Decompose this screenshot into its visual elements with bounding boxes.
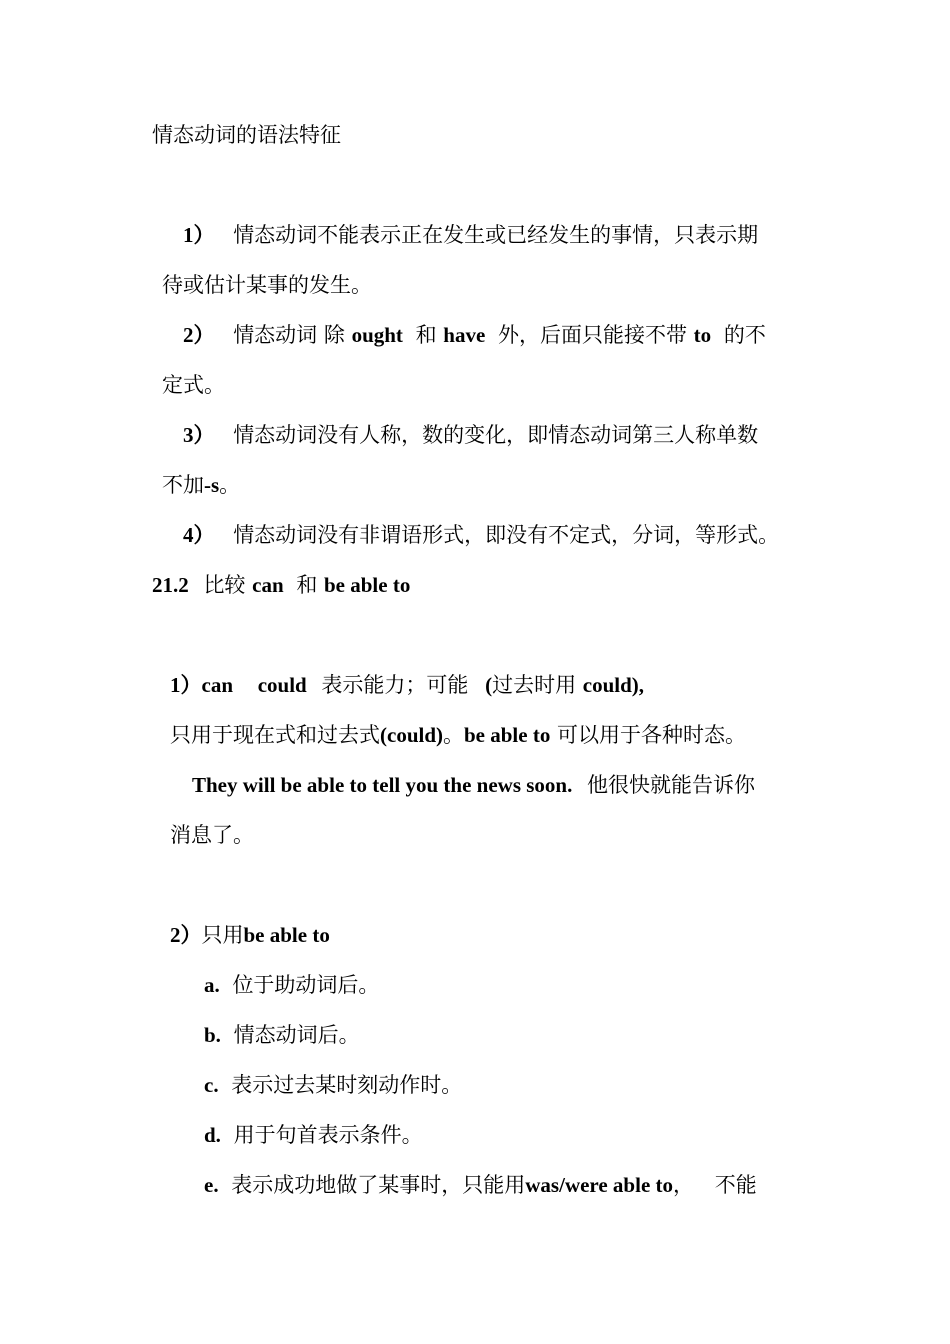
point-2-item-e-comma: ， xyxy=(673,1173,695,1197)
point-1-line2-c: 。 xyxy=(443,723,464,747)
section-heading xyxy=(152,572,410,598)
feature-2-line-1 xyxy=(183,322,766,348)
feature-1-text-cont: 待或估计某事的发生。 xyxy=(162,273,372,297)
point-1-line-2 xyxy=(170,722,746,748)
point-1-line2-a: 只用于现在式和过去式 xyxy=(170,723,380,747)
doc-title xyxy=(152,122,341,148)
point-1-line2-b: (could) xyxy=(380,723,443,747)
section-text-c: 和 xyxy=(296,573,318,597)
point-1-could: could xyxy=(257,673,307,697)
feature-1-number: 1） xyxy=(183,223,215,247)
point-1-example-line-1 xyxy=(192,772,755,798)
point-2-item-e-text-a: 表示成功地做了某事时，只能用 xyxy=(231,1173,526,1197)
point-2-item-e-text-d: 不能 xyxy=(714,1173,757,1197)
point-1-example-en: They will be able to tell you the news soon. xyxy=(192,773,573,797)
feature-1-line-1 xyxy=(183,222,758,248)
point-1-line2-d: be able to xyxy=(464,723,551,747)
point-2-item-c-text: 表示过去某时刻动作时。 xyxy=(231,1073,463,1097)
point-2-number: 2） xyxy=(170,923,202,947)
point-2-item-c xyxy=(204,1072,462,1098)
feature-2-to: to xyxy=(693,323,712,347)
point-2-item-e xyxy=(204,1172,757,1198)
feature-2-text-c: 和 xyxy=(415,323,437,347)
point-1-example-zh-cont: 消息了。 xyxy=(170,823,254,847)
feature-3-text: 情态动词没有人称，数的变化，即情态动词第三人称单数 xyxy=(233,423,759,447)
feature-2-have: have xyxy=(443,323,486,347)
point-1-past: 过去时用 xyxy=(492,673,577,697)
point-1-example-zh: 他很快就能告诉你 xyxy=(587,773,756,797)
point-2-text-a: 只用 xyxy=(201,923,244,947)
section-text-a: 比较 xyxy=(203,573,246,597)
section-be-able-to: be able to xyxy=(324,573,411,597)
feature-4-text: 情态动词没有非谓语形式，即没有不定式，分词，等形式。 xyxy=(233,523,780,547)
point-2-item-e-was-were: was/were able to xyxy=(525,1173,674,1197)
doc-title-text: 情态动词的语法特征 xyxy=(152,123,341,147)
point-2-heading xyxy=(170,922,330,948)
point-2-item-c-label: c. xyxy=(204,1073,219,1097)
feature-1-text: 情态动词不能表示正在发生或已经发生的事情，只表示期 xyxy=(233,223,759,247)
section-can: can xyxy=(252,573,284,597)
feature-3-line-1 xyxy=(183,422,758,448)
feature-3-text-c: 。 xyxy=(219,473,241,497)
feature-2-text-g: 的不 xyxy=(723,323,766,347)
point-2-item-b-text: 情态动词后。 xyxy=(233,1023,360,1047)
feature-3-line-2 xyxy=(162,472,240,498)
point-2-item-a-text: 位于助动词后。 xyxy=(232,973,380,997)
point-1-line-1 xyxy=(170,672,644,698)
point-1-paren: ( xyxy=(485,673,493,697)
feature-2-text-a: 情态动词 除 xyxy=(233,323,345,347)
feature-3-number: 3） xyxy=(183,423,215,447)
point-1-line2-e: 可以用于各种时态。 xyxy=(557,723,747,747)
section-number: 21.2 xyxy=(152,573,189,597)
point-2-item-d-text: 用于句首表示条件。 xyxy=(233,1123,423,1147)
point-1-can: can xyxy=(201,673,233,697)
feature-2-text-cont: 定式。 xyxy=(162,373,225,397)
feature-2-text-e: 外，后面只能接不带 xyxy=(497,323,687,347)
feature-4-line-1 xyxy=(183,522,779,548)
point-1-example-line-2 xyxy=(170,822,254,848)
point-2-item-d-label: d. xyxy=(204,1123,221,1147)
point-1-meaning: 表示能力；可能 xyxy=(321,673,469,697)
point-2-be-able-to: be able to xyxy=(243,923,330,947)
point-2-item-a-label: a. xyxy=(204,973,220,997)
point-1-number: 1） xyxy=(170,673,202,697)
feature-3-text-a: 不加 xyxy=(162,473,204,497)
feature-2-ought: ought xyxy=(351,323,403,347)
feature-2-number: 2） xyxy=(183,323,215,347)
point-2-item-a xyxy=(204,972,379,998)
point-2-item-e-label: e. xyxy=(204,1173,219,1197)
point-2-item-b-label: b. xyxy=(204,1023,221,1047)
point-2-item-d xyxy=(204,1122,423,1148)
feature-1-line-2 xyxy=(162,272,372,298)
point-1-could-past: could), xyxy=(582,673,645,697)
feature-3-s: -s xyxy=(204,473,220,497)
point-2-item-b xyxy=(204,1022,360,1048)
feature-4-number: 4） xyxy=(183,523,215,547)
feature-2-line-2 xyxy=(162,372,225,398)
